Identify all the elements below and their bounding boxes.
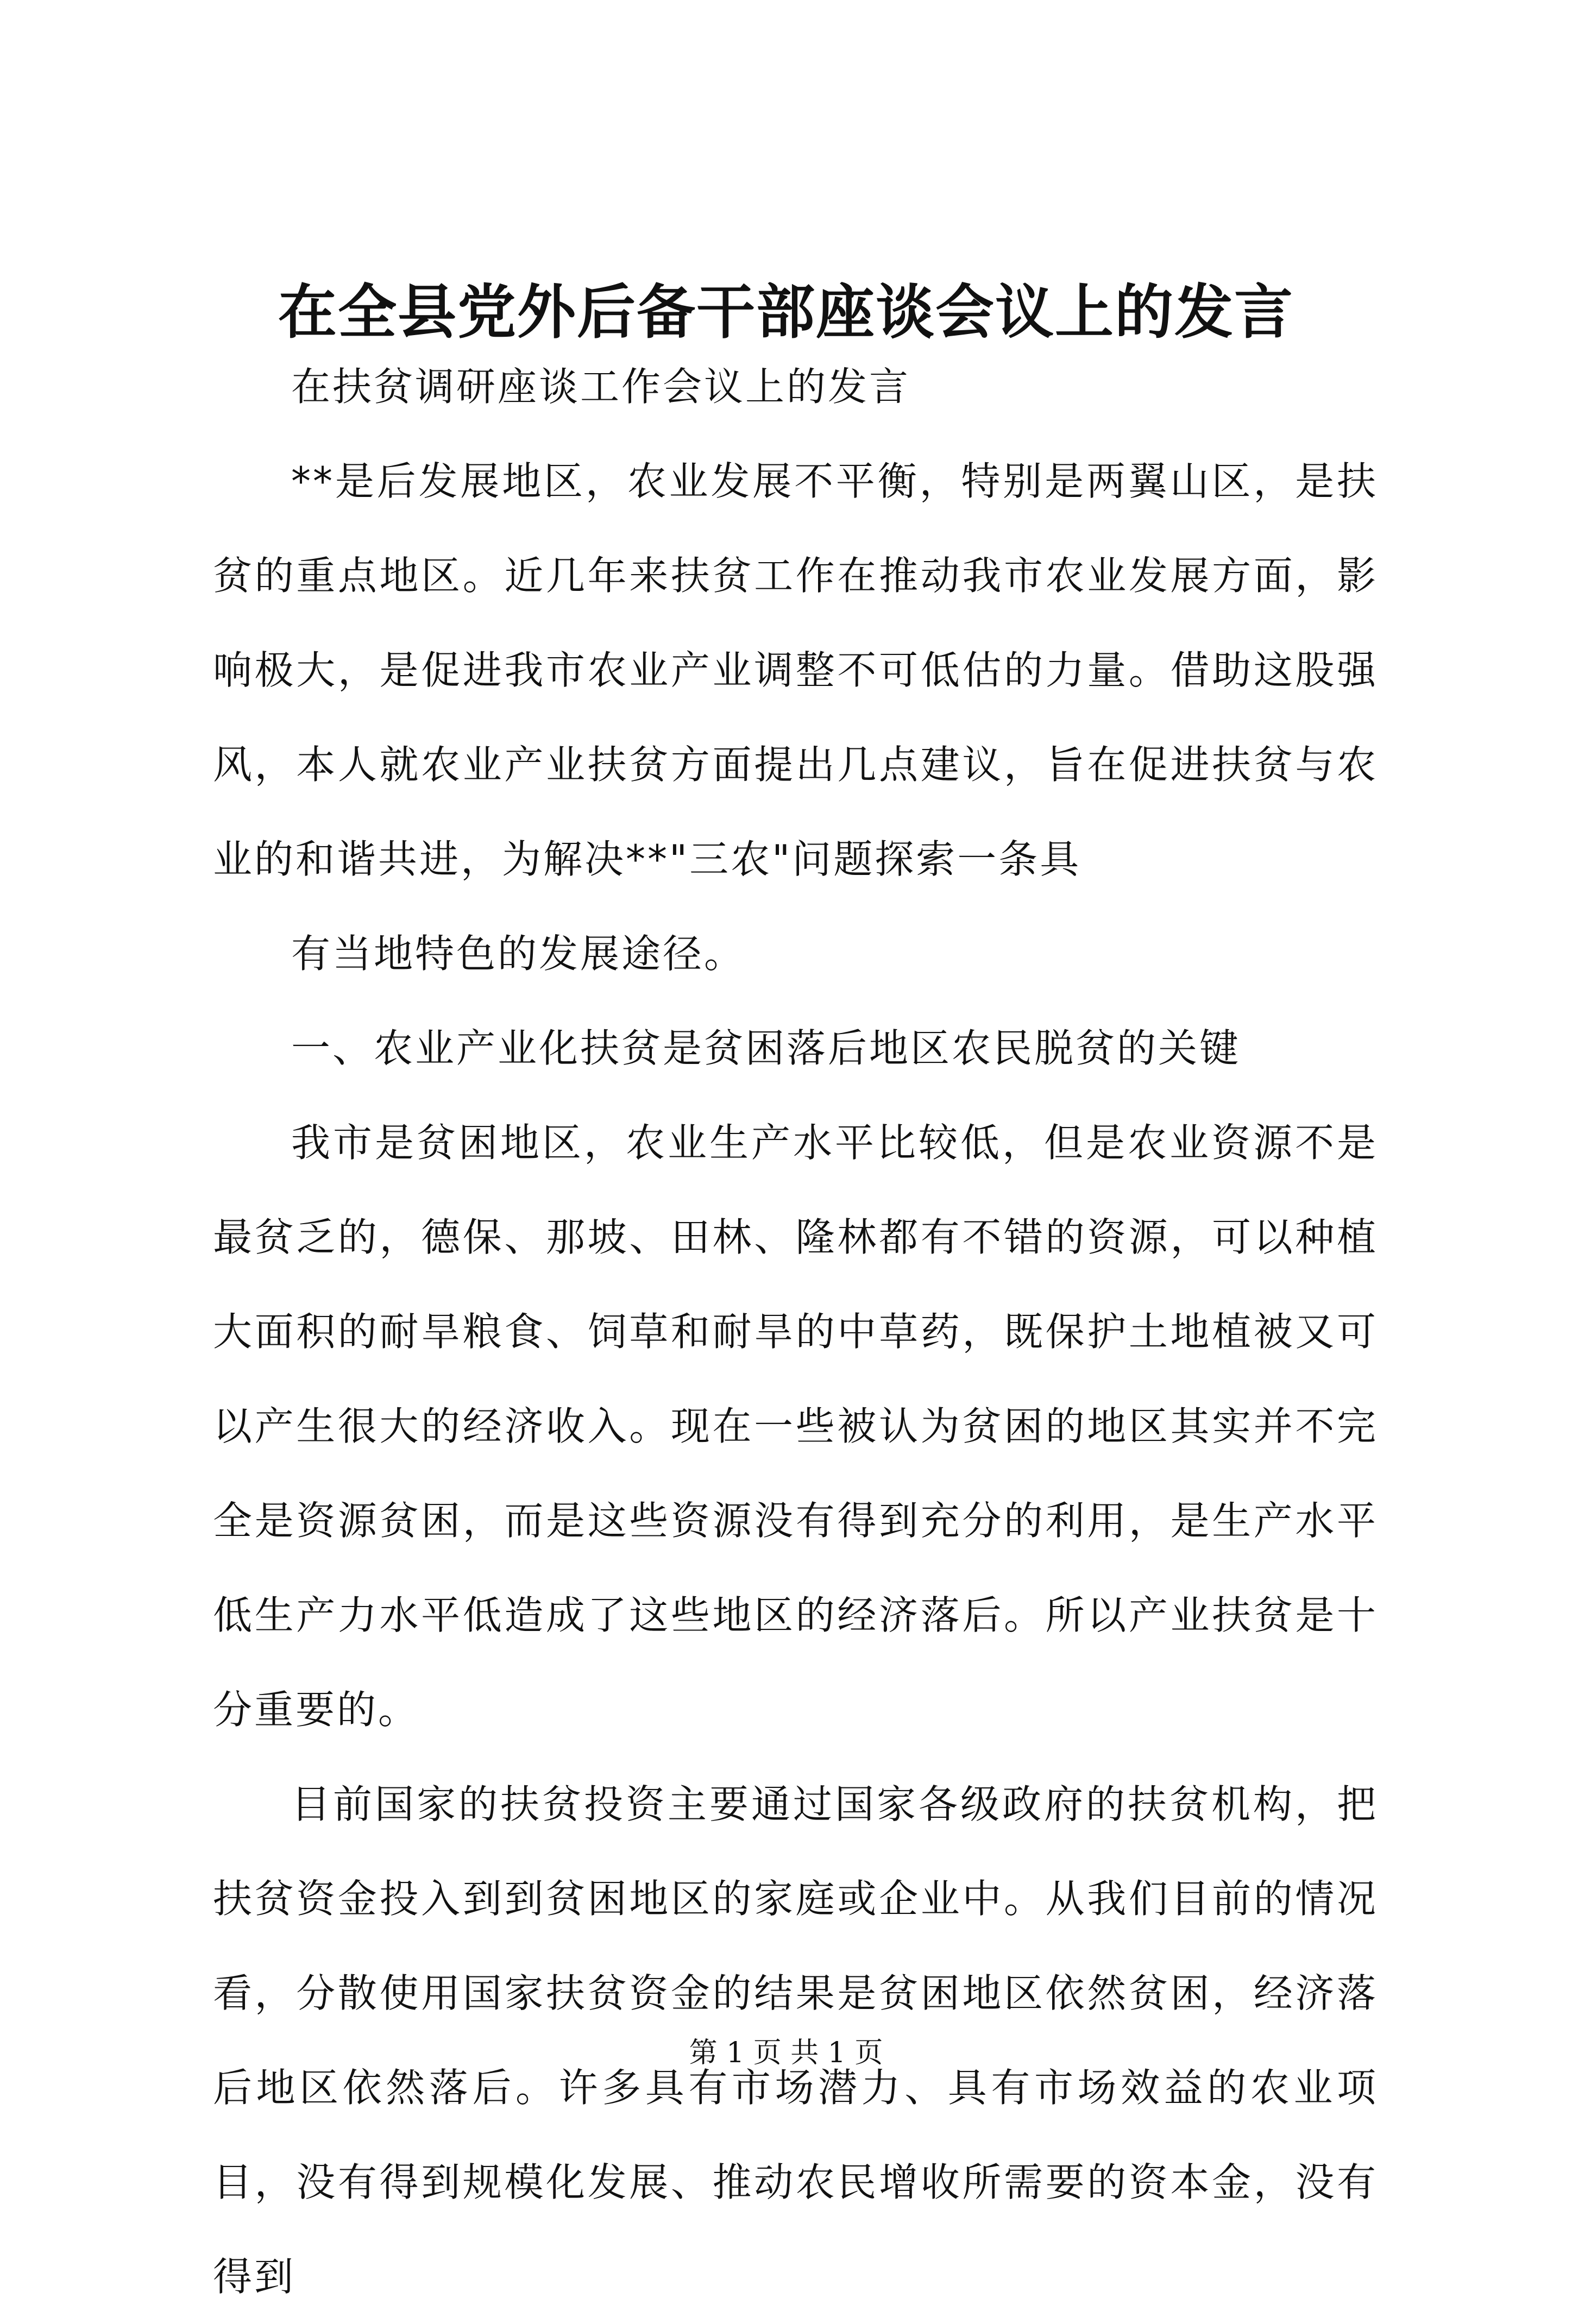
document-title: 在全县党外后备干部座谈会议上的发言 <box>278 278 1294 347</box>
section-heading-1: 一、农业产业化扶贫是贫困落后地区农民脱贫的关键 <box>291 1025 1241 1071</box>
paragraph-investment: 目前国家的扶贫投资主要通过国家各级政府的扶贫机构，把扶贫资金投入到到贫困地区的家庭或企业中。从我们目前的情况看，分散使用国家扶贫资金的结果是贫困地区依然贫困，经济落后地区依然落后。许多具有市场潜力、具有市场效益的农业项目，没有得到规模化发展、推动农民增收所需要的资本金，没有得到 <box>213 1781 1378 2300</box>
paragraph-subtitle: 在扶贫调研座谈工作会议上的发言 <box>291 364 911 410</box>
paragraph-intro-continued: 有当地特色的发展途径。 <box>291 931 746 977</box>
paragraph-intro: **是后发展地区，农业发展不平衡，特别是两翼山区，是扶贫的重点地区。近几年来扶贫工作在推动我市农业发展方面，影响极大，是促进我市农业产业调整不可低估的力量。借助这股强风，本人就农业产业扶贫方面提出几点建议，旨在促进扶贫与农业的和谐共进，为解决**"三农"问题探索一条具 <box>213 458 1378 882</box>
page-footer: 第 1 页 共 1 页 <box>689 2037 883 2069</box>
document-body <box>213 339 1378 2324</box>
paragraph-resources: 我市是贫困地区，农业生产水平比较低，但是农业资源不是最贫乏的，德保、那坡、田林、隆林都有不错的资源，可以种植大面积的耐旱粮食、饲草和耐旱的中草药，既保护土地植被又可以产生很大的经济收入。现在一些被认为贫困的地区其实并不完全是资源贫困，而是这些资源没有得到充分的利用，是生产水平低生产力水平低造成了这些地区的经济落后。所以产业扶贫是十分重要的。 <box>213 1120 1378 1733</box>
